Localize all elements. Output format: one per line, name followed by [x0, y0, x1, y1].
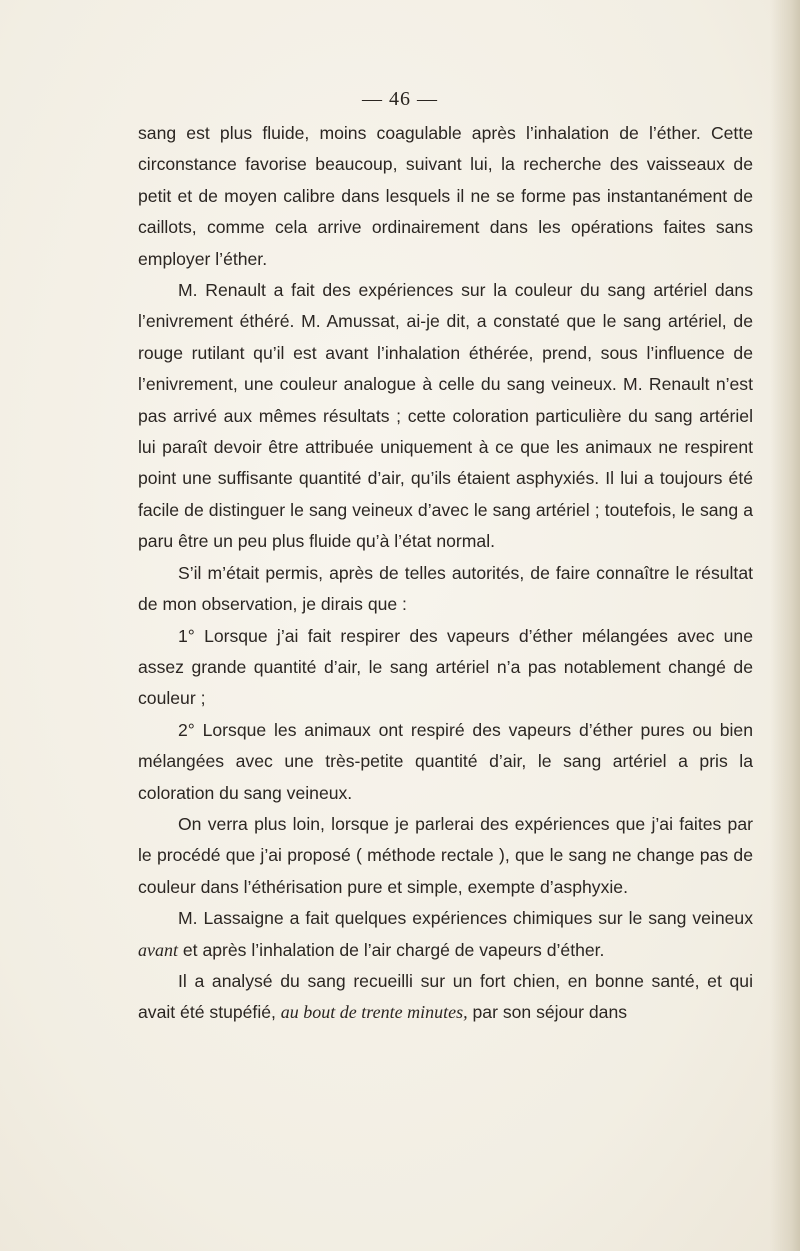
italic-duration: au bout de trente minutes,: [280, 1002, 468, 1023]
paragraph-rectal-method: On verra plus loin, lorsque je parlerai des expériences que j’ai faites par le procédé que j’ai proposé ( méthode rectale ), que le sang ne change pas de couleur dans l’éthérisation pure et simple, exempte d’asphyxie.: [138, 813, 753, 897]
italic-avant: avant: [138, 939, 178, 960]
paragraph-analysis-end: par son séjour dans: [467, 1002, 628, 1023]
page-number: — 46 —: [362, 88, 438, 110]
paragraph-analysis-start: Il a analysé du sang recueilli sur un fort chien, en bonne santé, et qui avait été stupéfié,: [138, 970, 753, 1023]
paragraph-analysis: [138, 966, 753, 1029]
paragraph-lassaigne-end: et après l’inhalation de l’air chargé de vapeurs d’éther.: [178, 939, 605, 960]
paragraph-point-1: 1° Lorsque j’ai fait respirer des vapeurs d’éther mélangées avec une assez grande quantité d’air, le sang artériel n’a pas notablement changé de couleur ;: [138, 625, 753, 709]
paragraph-renault: M. Renault a fait des expériences sur la couleur du sang artériel dans l’enivrement éthéré. M. Amussat, ai-je dit, a constaté que le sang artériel, de rouge rutilant qu’il est avant l’inhalation éthérée, prend, sous l’influence de l’enivrement, une couleur analogue à celle du sang veineux. M. Renault n’est pas arrivé aux mêmes résultats ; cette coloration particulière du sang artériel lui paraît devoir être attribuée uniquement à ce que les animaux ne respirent point une suffisante quantité d’air, qu’ils étaient asphyxiés. Il lui a toujours été facile de distinguer le sang veineux d’avec le sang artériel ; toutefois, le sang a paru être un peu plus fluide qu’à l’état normal.: [138, 280, 753, 552]
paragraph-lassaigne-start: M. Lassaigne a fait quelques expériences chimiques sur le sang veineux: [178, 908, 753, 929]
page-edge-shadow: [770, 0, 800, 1251]
paragraph-point-2: 2° Lorsque les animaux ont respiré des vapeurs d’éther pures ou bien mélangées avec une très-petite quantité d’air, le sang artériel a pris la coloration du sang veineux.: [138, 719, 753, 803]
body-text: [138, 118, 753, 1029]
paragraph-lassaigne: [138, 903, 753, 966]
paragraph-continuation: sang est plus fluide, moins coagulable après l’inhalation de l’éther. Cette circonstance favorise beaucoup, suivant lui, la recherche des vaisseaux de petit et de moyen calibre dans lesquels il ne se forme pas instantanément de caillots, comme cela arrive ordinairement dans les opérations faites sans employer l’éther.: [138, 123, 753, 269]
paragraph-observation-intro: S’il m’était permis, après de telles autorités, de faire connaître le résultat de mon observation, je dirais que :: [138, 562, 753, 615]
